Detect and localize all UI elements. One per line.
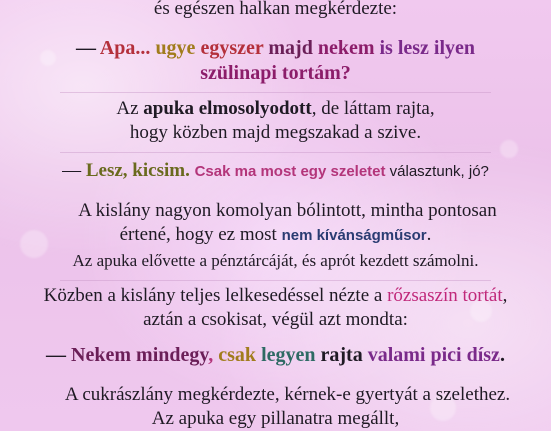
story-line-12: — Nekem mindegy, csak legyen rajta valami pici dísz. <box>46 344 505 366</box>
divider <box>60 280 491 281</box>
story-line-11: aztán a csokisat, végül azt mondta: <box>143 309 408 330</box>
story-line-6: — Lesz, kicsim. Csak ma most egy szeletet választunk, jó? <box>62 160 489 181</box>
divider <box>60 152 491 153</box>
story-line-7: A kislány nagyon komolyan bólintott, mintha pontosan <box>78 200 497 221</box>
story-line-5: hogy közben majd megszakad a szive. <box>129 122 422 143</box>
story-line-1: és egészen halkan megkérdezte: <box>153 0 398 19</box>
story-line-4: Az apuka elmosolyodott, de láttam rajta, <box>116 98 435 119</box>
story-line-9: Az apuka elővette a pénztárcáját, és aprót kezdett számolni. <box>72 251 479 270</box>
divider <box>60 92 491 93</box>
story-line-2-question: — Apa... ugye egyszer majd nekem is lesz ilyen <box>75 37 476 59</box>
story-line-3: szülinapi tortám? <box>200 62 351 84</box>
story-line-14: Az apuka egy pillanatra megállt, <box>151 408 400 429</box>
story-line-8: értené, hogy ez most nem kívánságműsor. <box>119 224 432 245</box>
story-line-13: A cukrászlány megkérdezte, kérnek-e gyertyát a szelethez. <box>64 384 511 405</box>
story-line-10: Közben a kislány teljes lelkesedéssel nézte a rőzsaszín tortát, <box>43 285 508 306</box>
